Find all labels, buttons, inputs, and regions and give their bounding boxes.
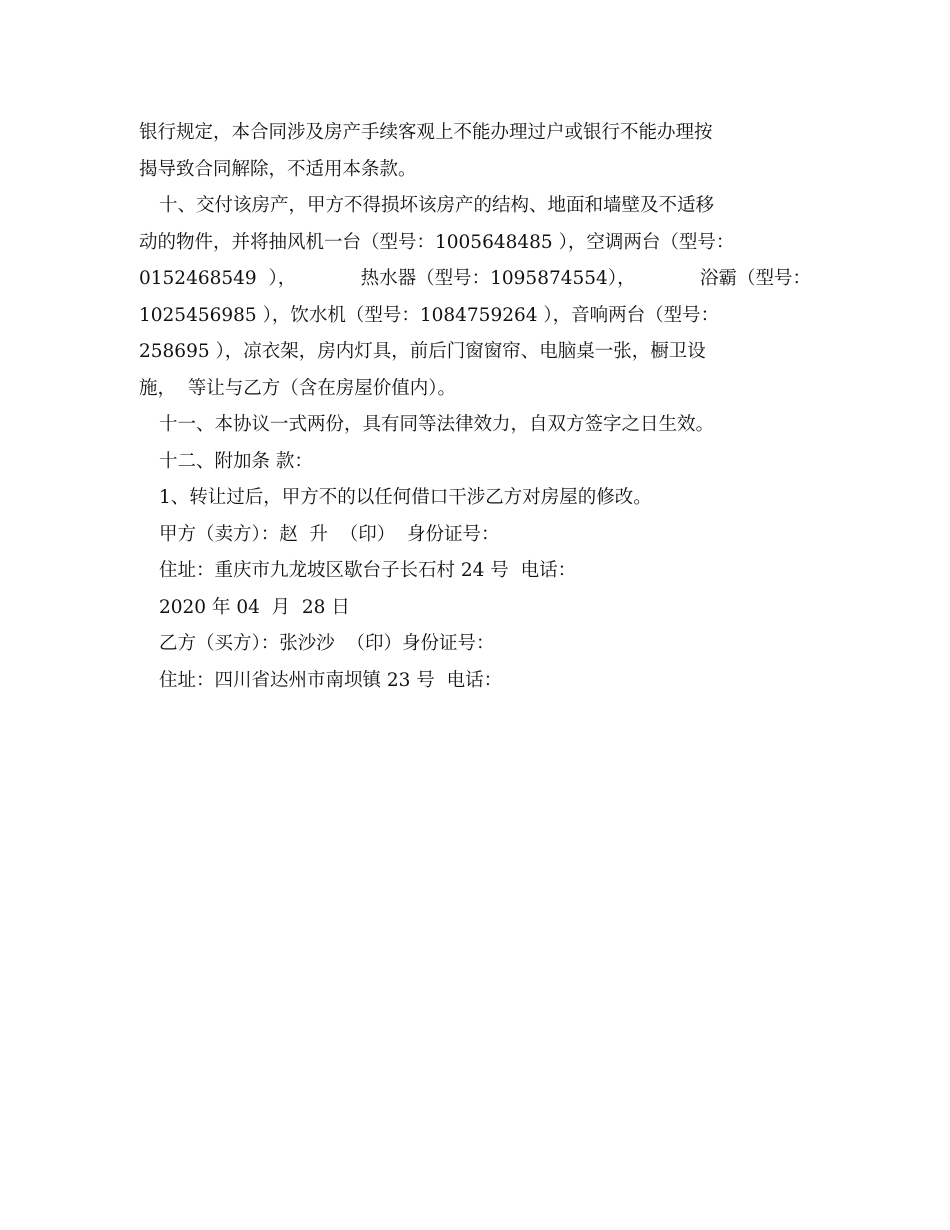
clause-12-heading: 十二、附加条 款： <box>159 450 313 472</box>
document-body <box>139 115 811 699</box>
text-line: 258695 ），凉衣架，房内灯具，前后门窗窗帘、电脑桌一张，橱卫设 <box>139 341 706 362</box>
party-a-signature: 甲方（卖方）：赵 升 （印） 身份证号： <box>159 523 500 545</box>
text-line: 揭导致合同解除，不适用本条款。 <box>139 158 417 180</box>
text-line: 动的物件，并将抽风机一台（型号：1005648485 ），空调两台（型号： <box>139 231 735 253</box>
party-b-signature: 乙方（买方）：张沙沙 （印）身份证号： <box>159 633 495 654</box>
clause-11: 十一、本协议一式两份，具有同等法律效力，自双方签字之日生效。 <box>159 414 715 435</box>
text-line: 施， 等让与乙方（含在房屋价值内）。 <box>139 377 457 399</box>
clause-12-item-1: 1、转让过后，甲方不的以任何借口干涉乙方对房屋的修改。 <box>159 487 652 508</box>
text-segment: 0152468549 ）， <box>139 268 297 289</box>
signing-date: 2020 年 04 月 28 日 <box>159 596 350 618</box>
text-segment: 浴霸（型号： <box>699 268 811 289</box>
party-a-address: 住址：重庆市九龙坡区歇台子长石村 24 号 电话： <box>159 560 577 581</box>
text-line-justified <box>139 261 811 298</box>
text-line: 银行规定，本合同涉及房产手续客观上不能办理过户或银行不能办理按 <box>139 122 713 143</box>
text-line: 1025456985 ），饮水机（型号：1084759264 ），音响两台（型号： <box>139 304 720 326</box>
text-segment: 热水器（型号：1095874554）， <box>360 268 636 289</box>
party-b-address: 住址：四川省达州市南坝镇 23 号 电话： <box>159 669 503 691</box>
clause-10: 十、交付该房产，甲方不得损坏该房产的结构、地面和墙壁及不适移 <box>159 195 715 216</box>
